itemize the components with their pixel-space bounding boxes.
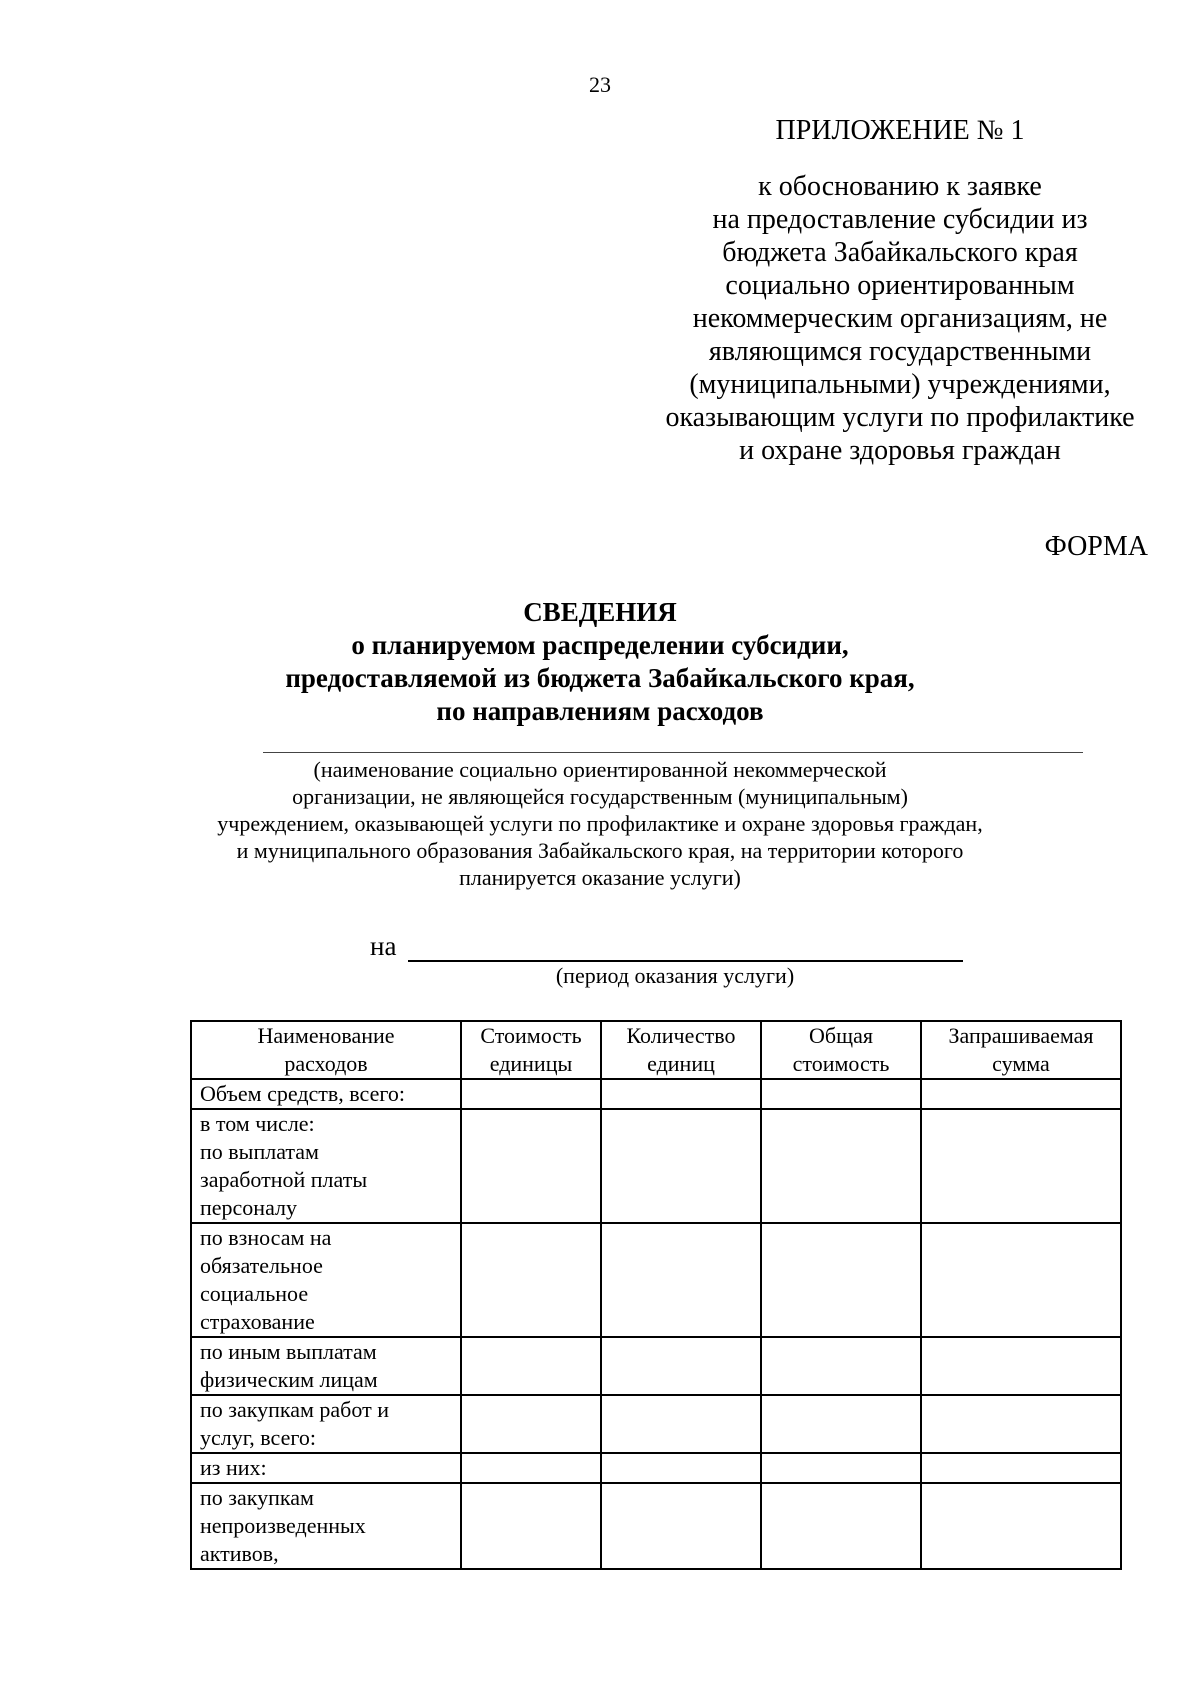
table-row — [191, 1395, 1121, 1453]
appendix-line: (муниципальными) учреждениями, — [689, 369, 1111, 400]
cell-requested-amount[interactable] — [921, 1223, 1121, 1337]
caption-line: (наименование социально ориентированной некоммерческой — [313, 757, 887, 782]
period-row — [370, 930, 963, 962]
table-row — [191, 1223, 1121, 1337]
cell-total-cost[interactable] — [761, 1453, 921, 1483]
header-quantity: Количество единиц — [601, 1021, 761, 1079]
cell-requested-amount[interactable] — [921, 1109, 1121, 1223]
table-row — [191, 1337, 1121, 1395]
cell-unit-cost[interactable] — [461, 1337, 601, 1395]
cell-quantity[interactable] — [601, 1337, 761, 1395]
row-label: по закупкам непроизведенных активов, — [191, 1483, 461, 1569]
row-label: по иным выплатам физическим лицам — [191, 1337, 461, 1395]
cell-total-cost[interactable] — [761, 1337, 921, 1395]
cell-requested-amount[interactable] — [921, 1079, 1121, 1109]
cell-unit-cost[interactable] — [461, 1483, 601, 1569]
header-requested-amount: Запрашиваемая сумма — [921, 1021, 1121, 1079]
cell-unit-cost[interactable] — [461, 1079, 601, 1109]
header-unit-cost: Стоимость единицы — [461, 1021, 601, 1079]
row-label: по закупкам работ и услуг, всего: — [191, 1395, 461, 1453]
appendix-title: ПРИЛОЖЕНИЕ № 1 — [775, 115, 1025, 146]
cell-requested-amount[interactable] — [921, 1395, 1121, 1453]
document-title-line: СВЕДЕНИЯ — [523, 597, 677, 627]
organization-caption — [0, 756, 1200, 891]
row-label: в том числе: по выплатам заработной платы персоналу — [191, 1109, 461, 1223]
period-caption: (период оказания услуги) — [555, 963, 795, 988]
cell-unit-cost[interactable] — [461, 1109, 601, 1223]
caption-line: учреждением, оказывающей услуги по профилактике и охране здоровья граждан, — [217, 811, 983, 836]
cell-quantity[interactable] — [601, 1395, 761, 1453]
row-label: Объем средств, всего: — [191, 1079, 461, 1109]
appendix-line: к обоснованию к заявке — [758, 171, 1042, 202]
appendix-line: на предоставление субсидии из — [712, 204, 1088, 235]
appendix-line: оказывающим услуги по профилактике — [665, 402, 1135, 433]
row-label: по взносам на обязательное социальное страхование — [191, 1223, 461, 1337]
table-row — [191, 1109, 1121, 1223]
period-input-line — [408, 932, 963, 962]
cell-unit-cost[interactable] — [461, 1395, 601, 1453]
table-header-row — [191, 1021, 1121, 1079]
header-total-cost: Общая стоимость — [761, 1021, 921, 1079]
cell-unit-cost[interactable] — [461, 1223, 601, 1337]
appendix-line: и охране здоровья граждан — [739, 435, 1061, 466]
cell-quantity[interactable] — [601, 1109, 761, 1223]
table-row — [191, 1453, 1121, 1483]
caption-line: организации, не являющейся государственным (муниципальным) — [292, 784, 908, 809]
cell-total-cost[interactable] — [761, 1079, 921, 1109]
cell-total-cost[interactable] — [761, 1109, 921, 1223]
caption-line: и муниципального образования Забайкальского края, на территории которого — [236, 838, 964, 863]
table-row — [191, 1483, 1121, 1569]
appendix-line: бюджета Забайкальского края — [722, 237, 1078, 268]
appendix-line: некоммерческим организациям, не — [692, 303, 1108, 334]
cell-total-cost[interactable] — [761, 1483, 921, 1569]
form-label: ФОРМА — [1044, 531, 1148, 562]
cell-total-cost[interactable] — [761, 1395, 921, 1453]
organization-name-line — [263, 752, 1083, 753]
cell-requested-amount[interactable] — [921, 1483, 1121, 1569]
caption-line: планируется оказание услуги) — [459, 865, 741, 890]
period-prefix: на — [370, 931, 397, 961]
header-expense-name: Наименование расходов — [191, 1021, 461, 1079]
cell-requested-amount[interactable] — [921, 1453, 1121, 1483]
cell-unit-cost[interactable] — [461, 1453, 601, 1483]
document-title-line: по направлениям расходов — [436, 696, 764, 726]
document-title — [0, 596, 1200, 728]
appendix-line: являющимся государственными — [708, 336, 1092, 367]
document-title-line: предоставляемой из бюджета Забайкальского края, — [285, 663, 915, 693]
cell-total-cost[interactable] — [761, 1223, 921, 1337]
cell-requested-amount[interactable] — [921, 1337, 1121, 1395]
row-label: из них: — [191, 1453, 461, 1483]
appendix-description — [640, 170, 1160, 467]
cell-quantity[interactable] — [601, 1453, 761, 1483]
appendix-line: социально ориентированным — [725, 270, 1075, 301]
cell-quantity[interactable] — [601, 1223, 761, 1337]
expenses-table — [190, 1020, 1122, 1570]
cell-quantity[interactable] — [601, 1079, 761, 1109]
document-title-line: о планируемом распределении субсидии, — [351, 630, 849, 660]
page-number: 23 — [589, 72, 611, 97]
table-row — [191, 1079, 1121, 1109]
cell-quantity[interactable] — [601, 1483, 761, 1569]
